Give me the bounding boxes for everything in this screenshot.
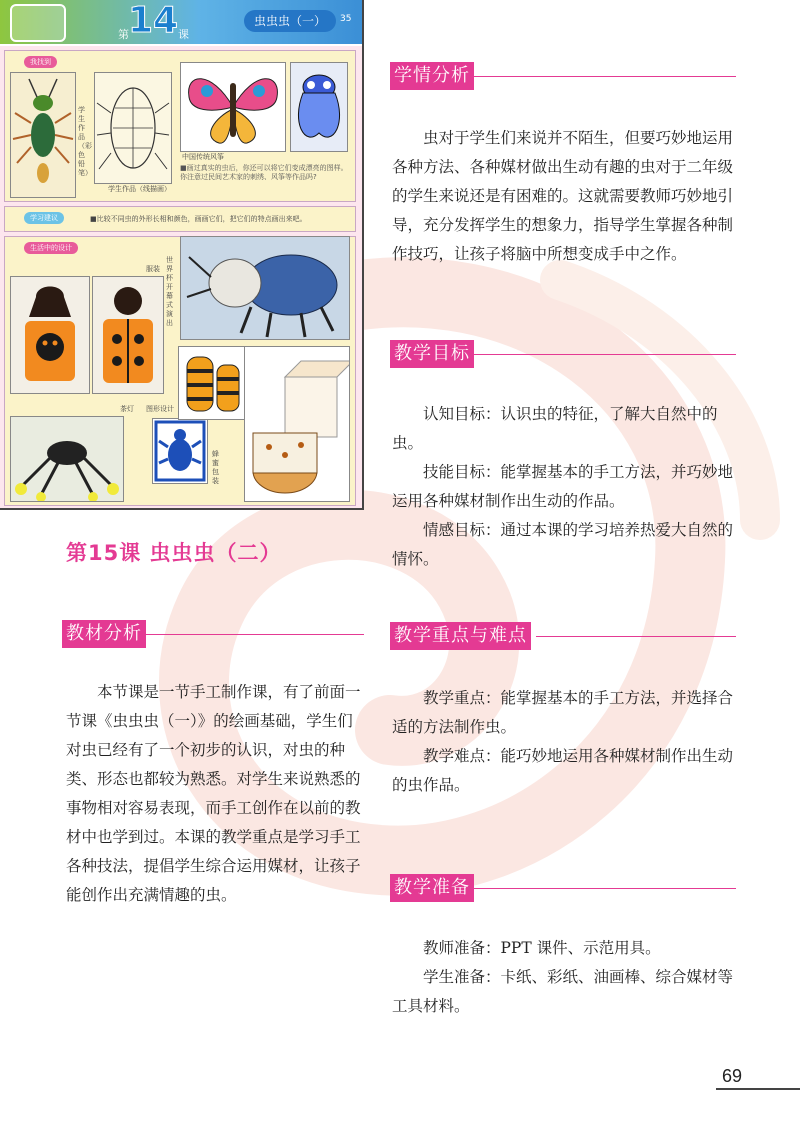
paragraph: 认知目标：认识虫的特征，了解大自然中的虫。 — [392, 405, 718, 452]
thumbnail-logo — [10, 4, 66, 42]
girl-photo-front-image — [10, 276, 90, 394]
beetle-performance-image — [180, 236, 350, 340]
thumbnail-caption: 服装 — [146, 265, 160, 273]
thumbnail-caption: 蜂蜜包装 — [212, 450, 219, 485]
page-number: 69 — [722, 1066, 743, 1086]
paragraph: 教师准备：PPT 课件、示范用具。 — [423, 939, 661, 957]
heading-label: 教学重点与难点 — [390, 622, 531, 650]
lesson-title: 第15课 虫虫虫（二） — [66, 541, 282, 565]
heading-rule — [536, 636, 736, 637]
heading-label: 教学准备 — [390, 874, 474, 902]
paragraph: 情感目标：通过本课的学习培养热爱大自然的情怀。 — [392, 521, 734, 568]
section-heading-student-analysis — [390, 62, 736, 92]
thumbnail-caption: 学生作品（彩色铅笔） — [78, 106, 92, 177]
material-analysis-body — [66, 678, 366, 910]
thumbnail-tip: ■比较不同虫的外形长相和颜色，画画它们，把它们的特点画出来吧。 — [90, 215, 307, 223]
heading-rule — [474, 354, 736, 355]
section-heading-material-analysis — [62, 620, 364, 650]
girl-photo-back-image — [92, 276, 164, 394]
thumbnail-lesson-number: 14 — [128, 0, 179, 41]
heading-rule — [474, 76, 736, 77]
thumbnail-tag: 生活中的设计 — [24, 242, 78, 254]
thumbnail-body — [0, 46, 362, 508]
heading-label: 教材分析 — [62, 620, 146, 648]
honey-jar-image — [178, 346, 246, 420]
line-drawing-image — [94, 72, 172, 184]
thumbnail-tag: 学习建议 — [24, 212, 64, 224]
heading-label: 学情分析 — [390, 62, 474, 90]
preparation-body — [392, 934, 736, 1021]
paragraph: 教学难点：能巧妙地运用各种媒材制作出生动的虫作品。 — [392, 747, 734, 794]
key-points-body — [392, 684, 736, 800]
section-heading-preparation — [390, 874, 736, 904]
paragraph: 虫对于学生们来说并不陌生，但要巧妙地运用各种方法、各种媒材做出生动有趣的虫对于二年级的学生来说还是有困难的。这就需要教师巧妙地引导，充分发挥学生的想象力，指导学生掌握各种制作技巧，让孩子将脑中所想变成手中之作。 — [392, 129, 734, 263]
paragraph: 教学重点：能掌握基本的手工方法，并选择合适的方法制作虫。 — [392, 689, 734, 736]
paragraph: 本节课是一节手工制作课，有了前面一节课《虫虫虫（一）》的绘画基础，学生们对虫已经有了一个初步的认识，对虫的种类、形态也都较为熟悉。对学生来说熟悉的事物相对容易表现，而手工创作在以前的教材中也学到过。本课的教学重点是学习手工各种技法，提倡学生综合运用媒材，让孩子能创作出充满情趣的虫。 — [66, 683, 361, 904]
teaching-goals-body — [392, 400, 736, 574]
butterfly-kite-image — [180, 62, 286, 152]
thumbnail-caption: 学生作品（线描画） — [108, 185, 171, 193]
thumbnail-lesson-prefix: 第 — [118, 28, 129, 41]
thumbnail-header — [0, 0, 362, 44]
textbook-page-thumbnail — [0, 0, 364, 510]
insect-lamp-image — [10, 416, 124, 502]
insect-drawing-image — [10, 72, 76, 198]
heading-label: 教学目标 — [390, 340, 474, 368]
thumbnail-caption: 图形设计 — [146, 405, 174, 413]
page-number-rule — [716, 1088, 800, 1090]
heading-rule — [474, 888, 736, 889]
thumbnail-tag: 我找到 — [24, 56, 57, 68]
thumbnail-caption: 茶灯 — [120, 405, 134, 413]
thumbnail-page-number: 35 — [340, 14, 352, 24]
cicada-kite-image — [290, 62, 348, 152]
student-analysis-body — [392, 124, 736, 269]
paragraph: 学生准备：卡纸、彩纸、油画棒、综合媒材等工具材料。 — [392, 968, 734, 1015]
heading-rule — [146, 634, 364, 635]
section-heading-teaching-goals — [390, 340, 736, 370]
insect-pattern-design-image — [152, 418, 208, 484]
thumbnail-caption: 中国传统风筝 — [182, 153, 224, 161]
thumbnail-tip: ■画过真实的虫后，你还可以将它们变成漂亮的图样。你注意过民间艺术家的刺绣、风筝等作品吗? — [180, 164, 348, 181]
thumbnail-title: 虫虫虫（一） — [244, 10, 336, 32]
thumbnail-lesson-suffix: 课 — [178, 28, 189, 41]
paragraph: 技能目标：能掌握基本的手工方法，并巧妙地运用各种媒材制作出生动的作品。 — [392, 463, 734, 510]
honey-package-image — [244, 346, 350, 502]
thumbnail-caption: 世界杯开幕式演出 — [166, 256, 173, 327]
section-heading-key-points — [390, 622, 736, 652]
